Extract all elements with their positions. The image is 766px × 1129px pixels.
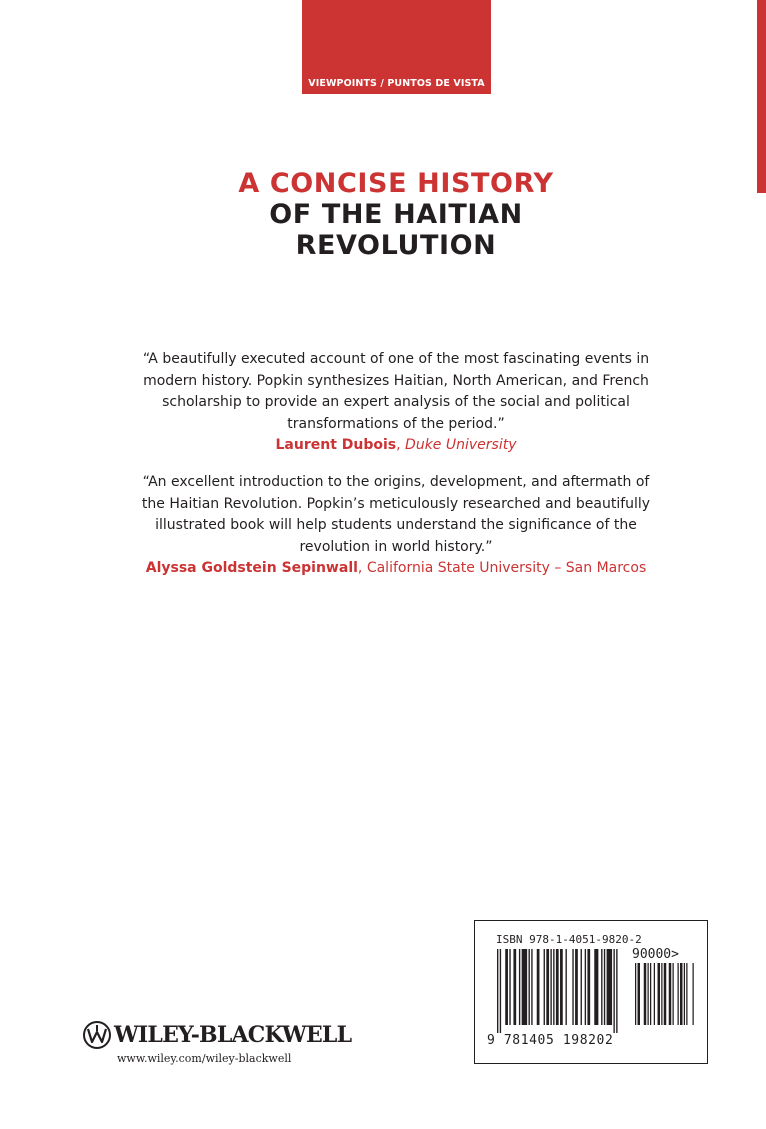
barcode-bar bbox=[553, 949, 554, 1025]
publisher-logo-text: WILEY-BLACKWELL bbox=[114, 1022, 352, 1048]
barcode-bar bbox=[654, 963, 655, 1025]
barcode-bar bbox=[500, 949, 501, 1033]
blurb-author-name: Laurent Dubois bbox=[275, 437, 397, 453]
blurb-sepinwall bbox=[140, 472, 652, 580]
blurb-author-name: Alyssa Goldstein Sepinwall bbox=[145, 560, 358, 576]
barcode-bar bbox=[556, 949, 559, 1025]
blurb-separator: , bbox=[357, 560, 367, 576]
publisher-url: www.wiley.com/wiley-blackwell bbox=[117, 1052, 292, 1065]
blurb-separator: , bbox=[396, 437, 406, 453]
barcode-bar bbox=[664, 963, 667, 1025]
barcode-bar bbox=[587, 949, 590, 1025]
barcode-bar bbox=[529, 949, 530, 1025]
barcode-bar bbox=[497, 949, 498, 1033]
blurb-quote: “A beautifully executed account of one of the most fascinating events in modern history. Popkin synthesizes Haitian, North American, and French scholarship to provide an expert analysis of the social and political transformations of the period.” bbox=[142, 351, 650, 432]
barcode-bar bbox=[638, 963, 641, 1025]
title-line-3: REVOLUTION bbox=[295, 230, 497, 261]
barcode-bar bbox=[616, 949, 617, 1033]
barcode-bar bbox=[686, 963, 687, 1025]
barcode-bar bbox=[680, 963, 683, 1025]
ean-digits: 9 781405 198202 bbox=[487, 1033, 614, 1048]
barcode-bar bbox=[678, 963, 679, 1025]
barcode-bar bbox=[546, 949, 549, 1025]
title-line-2: OF THE HAITIAN bbox=[269, 199, 523, 230]
barcode-bar bbox=[522, 949, 527, 1025]
barcode-bar bbox=[644, 963, 647, 1025]
blurb-dubois bbox=[140, 349, 652, 457]
barcode-bar bbox=[585, 949, 586, 1025]
blurb-attribution bbox=[140, 435, 652, 457]
barcode-bar bbox=[613, 949, 614, 1033]
ean13-barcode bbox=[497, 949, 627, 1033]
isbn-label: ISBN 978-1-4051-9820-2 bbox=[496, 933, 642, 946]
barcode-bar bbox=[560, 949, 563, 1025]
barcode-bar bbox=[572, 949, 573, 1025]
barcode-bar bbox=[519, 949, 520, 1025]
barcode-bar bbox=[604, 949, 605, 1025]
spine-edge-bar bbox=[757, 0, 766, 193]
barcode-bar bbox=[658, 963, 661, 1025]
barcode-bar bbox=[531, 949, 532, 1025]
barcode-bar bbox=[669, 963, 672, 1025]
barcode-bar bbox=[594, 949, 598, 1025]
barcode-bar bbox=[505, 949, 508, 1025]
price-addon-barcode bbox=[635, 963, 699, 1033]
barcode-bar bbox=[661, 963, 662, 1025]
blurb-affiliation: California State University – San Marcos bbox=[366, 560, 647, 576]
barcode-bar bbox=[509, 949, 510, 1025]
barcode-bar bbox=[693, 963, 694, 1025]
isbn-barcode-box bbox=[474, 920, 708, 1064]
title-line-1: A CONCISE HISTORY bbox=[238, 168, 554, 199]
publisher-logo bbox=[82, 1019, 351, 1051]
barcode-bar bbox=[635, 963, 636, 1025]
barcode-bar bbox=[544, 949, 545, 1025]
barcode-bar bbox=[575, 949, 578, 1025]
barcode-bar bbox=[513, 949, 516, 1025]
blurb-affiliation: Duke University bbox=[405, 437, 517, 453]
barcode-bar bbox=[648, 963, 649, 1025]
barcode-bar bbox=[601, 949, 602, 1025]
barcode-bar bbox=[550, 949, 551, 1025]
barcode-bar bbox=[673, 963, 674, 1025]
book-title bbox=[0, 168, 766, 261]
price-code-label: 90000> bbox=[632, 947, 679, 962]
barcode-bar bbox=[566, 949, 567, 1025]
blurb-quote: “An excellent introduction to the origins, development, and aftermath of the Haitian Revolution. Popkin’s meticulously researched and beautifully illustrated book will help students understand the significance of the revolution in world history.” bbox=[141, 474, 651, 555]
barcode-bar bbox=[684, 963, 685, 1025]
series-tab bbox=[302, 0, 491, 94]
barcode-bar bbox=[650, 963, 651, 1025]
blurb-attribution bbox=[140, 558, 652, 580]
barcode-bar bbox=[537, 949, 540, 1025]
wiley-jwb-monogram-icon bbox=[82, 1020, 112, 1050]
series-label: VIEWPOINTS / PUNTOS DE VISTA bbox=[308, 78, 485, 89]
barcode-bar bbox=[581, 949, 582, 1025]
barcode-bar bbox=[607, 949, 612, 1025]
